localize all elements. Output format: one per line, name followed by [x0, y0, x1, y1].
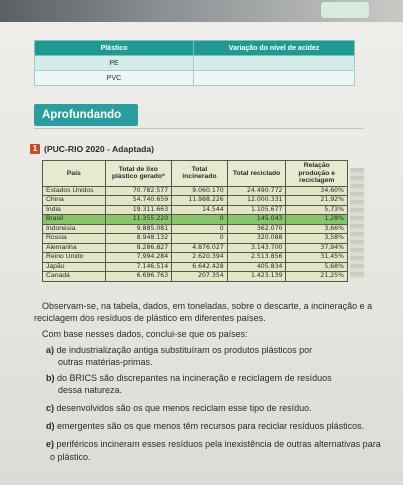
option-d: [46, 421, 364, 432]
cell-incinerated: 11.988.226: [172, 196, 228, 206]
option-text: desenvolvidos são os que menos reciclam esse tipo de resíduo.: [56, 403, 312, 413]
question-prompt: Com base nesses dados, conclui-se que os países:: [42, 329, 248, 339]
cell-country: Canadá: [43, 272, 106, 282]
option-text: do BRICS são discrepantes na incineração e reciclagem de resíduos: [57, 373, 332, 383]
option-letter: b): [46, 373, 55, 383]
cell-total-generated: 6.696.763: [105, 272, 172, 282]
table-row: [43, 253, 348, 263]
cell-total-generated: 7.994.284: [105, 253, 172, 263]
observation-line-1: Observam-se, na tabela, dados, em toneladas, sobre o descarte, a incineração e a: [42, 301, 373, 311]
tab-marker: [321, 2, 369, 18]
section-divider: [34, 128, 364, 129]
cell-ratio: 5,68%: [286, 262, 348, 272]
cell-ratio: 21,25%: [286, 272, 348, 282]
option-text: de industrialização antiga substituíram os produtos plásticos por: [56, 345, 313, 355]
cell-total-generated: 8.286.827: [105, 243, 172, 253]
option-letter: a): [46, 345, 55, 355]
observation-line-2: reciclagem dos resíduos de plástico em diferentes países.: [34, 313, 266, 323]
question-number-badge: 1: [30, 144, 40, 154]
option-text: periféricos incineram esses resíduos pela inexistência de outras alternativas para: [56, 439, 381, 449]
cell-total-generated: 19.311.663: [105, 205, 172, 215]
cell-incinerated: 207.354: [172, 272, 228, 282]
cell-country: Alemanha: [43, 243, 106, 253]
table-row: [43, 186, 348, 196]
option-b: [46, 373, 332, 384]
cell-country: China: [43, 196, 106, 206]
question-header: [30, 144, 154, 154]
cell-incinerated: 0: [172, 234, 228, 244]
cell-recycled: 320.088: [227, 234, 286, 244]
cell-ratio: 3,66%: [286, 224, 348, 234]
cell-ratio: 1,28%: [286, 215, 348, 225]
col-header-recycled: Total reciclado: [227, 161, 286, 187]
cell-incinerated: 0: [172, 224, 228, 234]
cell-incinerated: 2.620.394: [172, 253, 228, 263]
mini-header-plastic: Plástico: [35, 41, 194, 56]
cell-country: Brasil: [43, 215, 106, 225]
option-a-cont: outras matérias-primas.: [58, 357, 153, 367]
option-letter: d): [46, 421, 55, 431]
table-row: [43, 234, 348, 244]
table-row: [43, 215, 348, 225]
cell-total-generated: 7.146.514: [105, 262, 172, 272]
col-header-ratio: Relação produção e reciclagem: [286, 161, 348, 187]
option-letter: c): [46, 403, 55, 413]
col-header-country: País: [43, 161, 106, 187]
cell-ratio: 31,45%: [286, 253, 348, 263]
cell-country: Reino Unido: [43, 253, 106, 263]
top-edge: [0, 0, 403, 22]
option-text: emergentes são os que menos têm recursos para reciclar resíduos plásticos.: [57, 421, 365, 431]
option-a: [46, 345, 312, 356]
mini-cell: [194, 71, 355, 86]
cell-total-generated: 11.355.220: [105, 215, 172, 225]
section-banner: Aprofundando: [34, 104, 138, 126]
cell-country: Rússia: [43, 234, 106, 244]
mini-cell: PE: [35, 56, 194, 71]
cell-ratio: 34,60%: [286, 186, 348, 196]
option-e: [46, 439, 381, 450]
table-row: [43, 196, 348, 206]
cell-recycled: 362.070: [227, 224, 286, 234]
question-source: (PUC-RIO 2020 - Adaptada): [44, 144, 154, 154]
cell-total-generated: 9.885.081: [105, 224, 172, 234]
col-header-incinerated: Total incinerado: [172, 161, 228, 187]
data-table-wrapper: [42, 160, 348, 282]
cell-incinerated: 14.544: [172, 205, 228, 215]
cell-ratio: 21,92%: [286, 196, 348, 206]
cell-recycled: 3.143.700: [227, 243, 286, 253]
page-edge-notes: [350, 168, 364, 278]
cell-recycled: 24.490.772: [227, 186, 286, 196]
mini-header-acidity: Variação do nível de acidez: [194, 41, 355, 56]
cell-recycled: 145.043: [227, 215, 286, 225]
cell-recycled: 12.000.331: [227, 196, 286, 206]
cell-total-generated: 54.740.659: [105, 196, 172, 206]
option-c: [46, 403, 312, 414]
table-row: [43, 262, 348, 272]
cell-ratio: 3,58%: [286, 234, 348, 244]
plastic-acidity-table: [34, 40, 355, 86]
cell-ratio: 37,94%: [286, 243, 348, 253]
cell-recycled: 1.105.677: [227, 205, 286, 215]
cell-incinerated: 0: [172, 215, 228, 225]
cell-total-generated: 70.782.577: [105, 186, 172, 196]
plastic-waste-table: [42, 160, 348, 282]
cell-total-generated: 8.948.132: [105, 234, 172, 244]
table-row: [43, 272, 348, 282]
cell-country: Indonésia: [43, 224, 106, 234]
mini-cell: [194, 56, 355, 71]
cell-country: Índia: [43, 205, 106, 215]
cell-incinerated: 4.876.027: [172, 243, 228, 253]
cell-ratio: 5,73%: [286, 205, 348, 215]
table-row: [43, 205, 348, 215]
cell-recycled: 405.834: [227, 262, 286, 272]
cell-country: Japão: [43, 262, 106, 272]
option-b-cont: dessa natureza.: [58, 385, 123, 395]
cell-incinerated: 9.060.170: [172, 186, 228, 196]
cell-recycled: 2.513.856: [227, 253, 286, 263]
cell-recycled: 1.423.139: [227, 272, 286, 282]
option-e-cont: o plástico.: [50, 452, 91, 462]
table-row: [43, 224, 348, 234]
table-row: [43, 243, 348, 253]
cell-incinerated: 6.642.428: [172, 262, 228, 272]
mini-cell: PVC: [35, 71, 194, 86]
col-header-total-generated: Total de lixo plástico gerado*: [105, 161, 172, 187]
option-letter: e): [46, 439, 55, 449]
cell-country: Estados Unidos: [43, 186, 106, 196]
